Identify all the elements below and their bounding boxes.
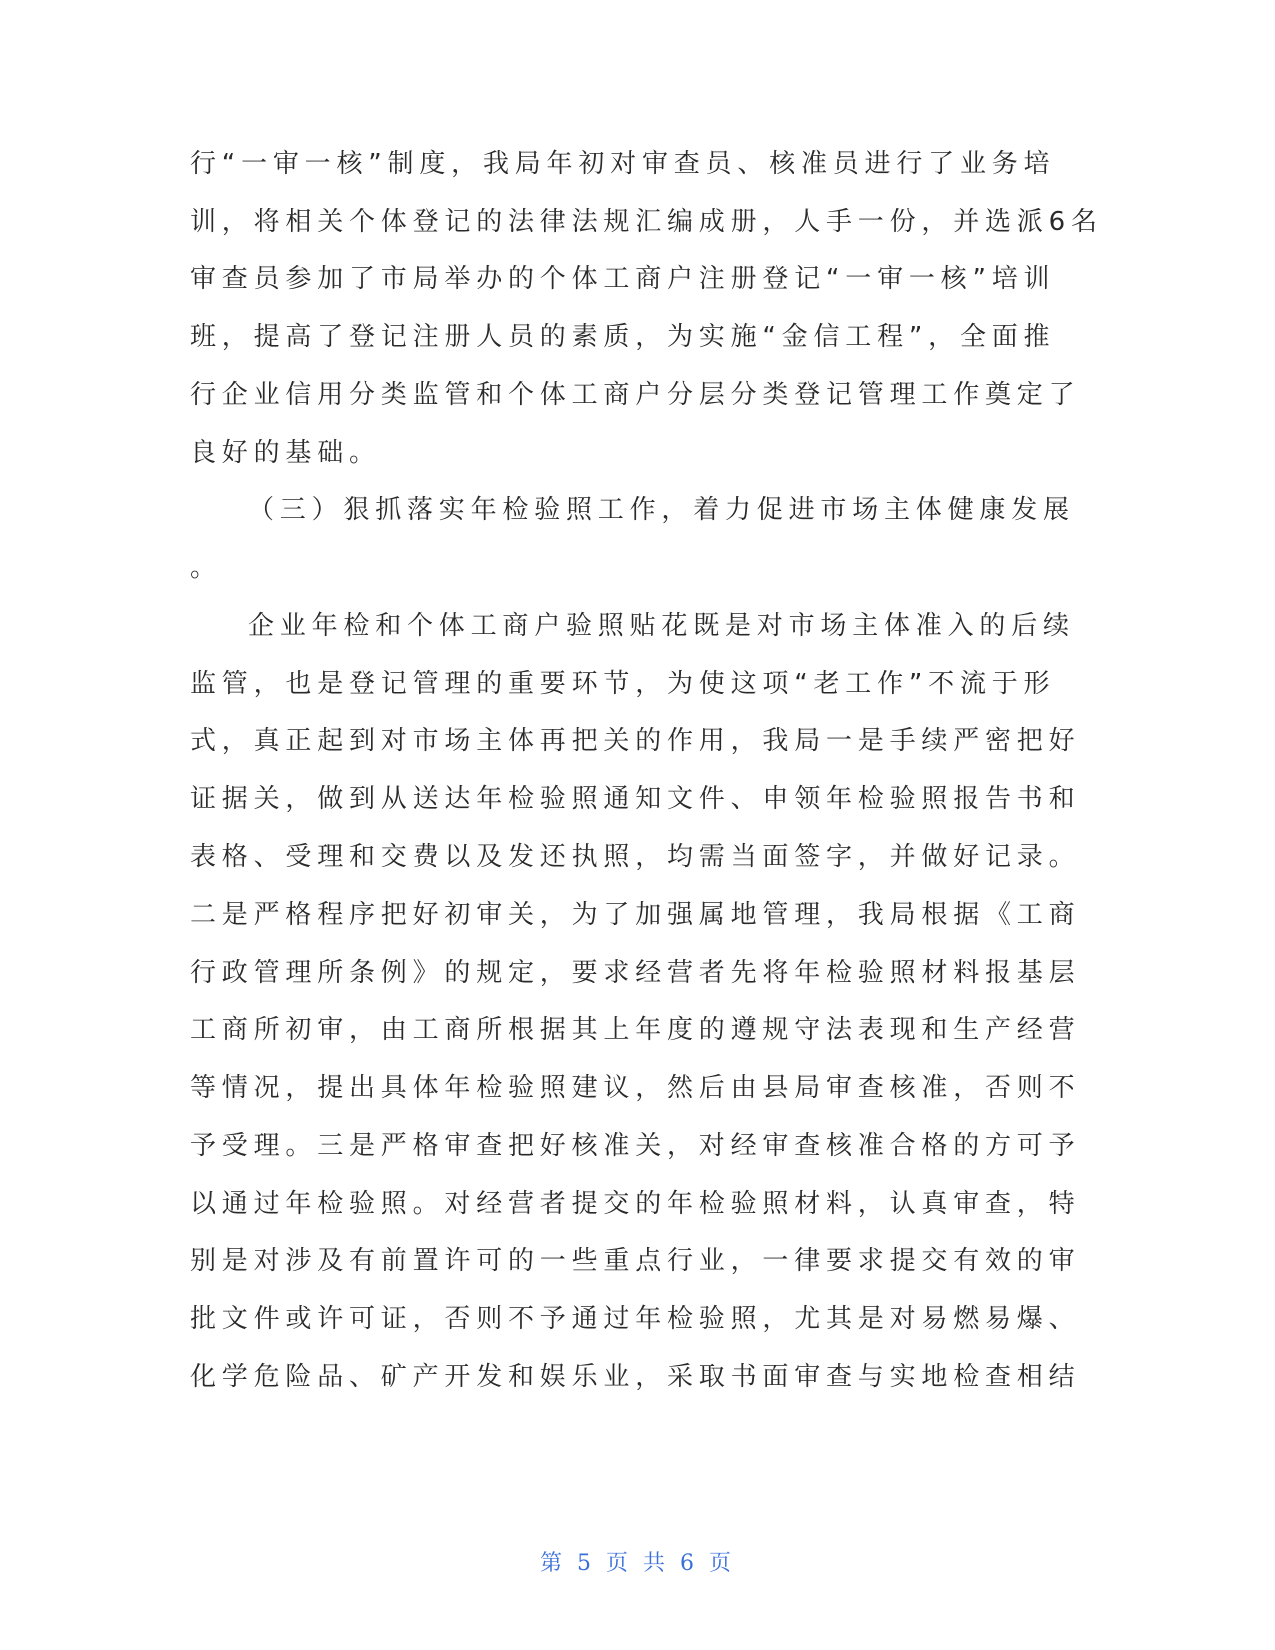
- text-line: 行企业信用分类监管和个体工商户分层分类登记管理工作奠定了: [190, 380, 1081, 410]
- text-line: 行“一审一核”制度，我局年初对审查员、核准员进行了业务培: [190, 149, 1056, 179]
- text-line: 别是对涉及有前置许可的一些重点行业，一律要求提交有效的审: [190, 1246, 1081, 1276]
- text-line: 化学危险品、矿产开发和娱乐业，采取书面审查与实地检查相结: [190, 1362, 1081, 1392]
- text-line: 二是严格程序把好初审关，为了加强属地管理，我局根据《工商: [190, 900, 1081, 930]
- text-line: 予受理。三是严格审查把好核准关，对经审查核准合格的方可予: [190, 1131, 1081, 1161]
- section-heading: （三）狠抓落实年检验照工作，着力促进市场主体健康发展: [248, 495, 1075, 525]
- text-line: 证据关，做到从送达年检验照通知文件、申领年检验照报告书和: [190, 784, 1081, 814]
- text-line: 等情况，提出具体年检验照建议，然后由县局审查核准，否则不: [190, 1073, 1081, 1103]
- text-line: 式，真正起到对市场主体再把关的作用，我局一是手续严密把好: [190, 726, 1081, 756]
- text-line: 企业年检和个体工商户验照贴花既是对市场主体准入的后续: [248, 611, 1075, 641]
- text-line: 工商所初审，由工商所根据其上年度的遵规守法表现和生产经营: [190, 1015, 1081, 1045]
- text-line: 班，提高了登记注册人员的素质，为实施“金信工程”，全面推: [190, 322, 1056, 352]
- text-line: 行政管理所条例》的规定，要求经营者先将年检验照材料报基层: [190, 958, 1081, 988]
- text-line: 批文件或许可证，否则不予通过年检验照，尤其是对易燃易爆、: [190, 1304, 1081, 1334]
- text-line: 审查员参加了市局举办的个体工商户注册登记“一审一核”培训: [190, 264, 1056, 294]
- page-number: 第 5 页 共 6 页: [540, 1551, 735, 1576]
- text-line: 良好的基础。: [190, 438, 381, 468]
- text-line: 监管，也是登记管理的重要环节，为使这项“老工作”不流于形: [190, 669, 1056, 699]
- text-line: 以通过年检验照。对经营者提交的年检验照材料，认真审查，特: [190, 1189, 1081, 1219]
- text-line: 训，将相关个体登记的法律法规汇编成册，人手一份，并选派6名: [190, 207, 1103, 237]
- text-line: 表格、受理和交费以及发还执照，均需当面签字，并做好记录。: [190, 842, 1081, 872]
- text-line: 。: [190, 553, 222, 583]
